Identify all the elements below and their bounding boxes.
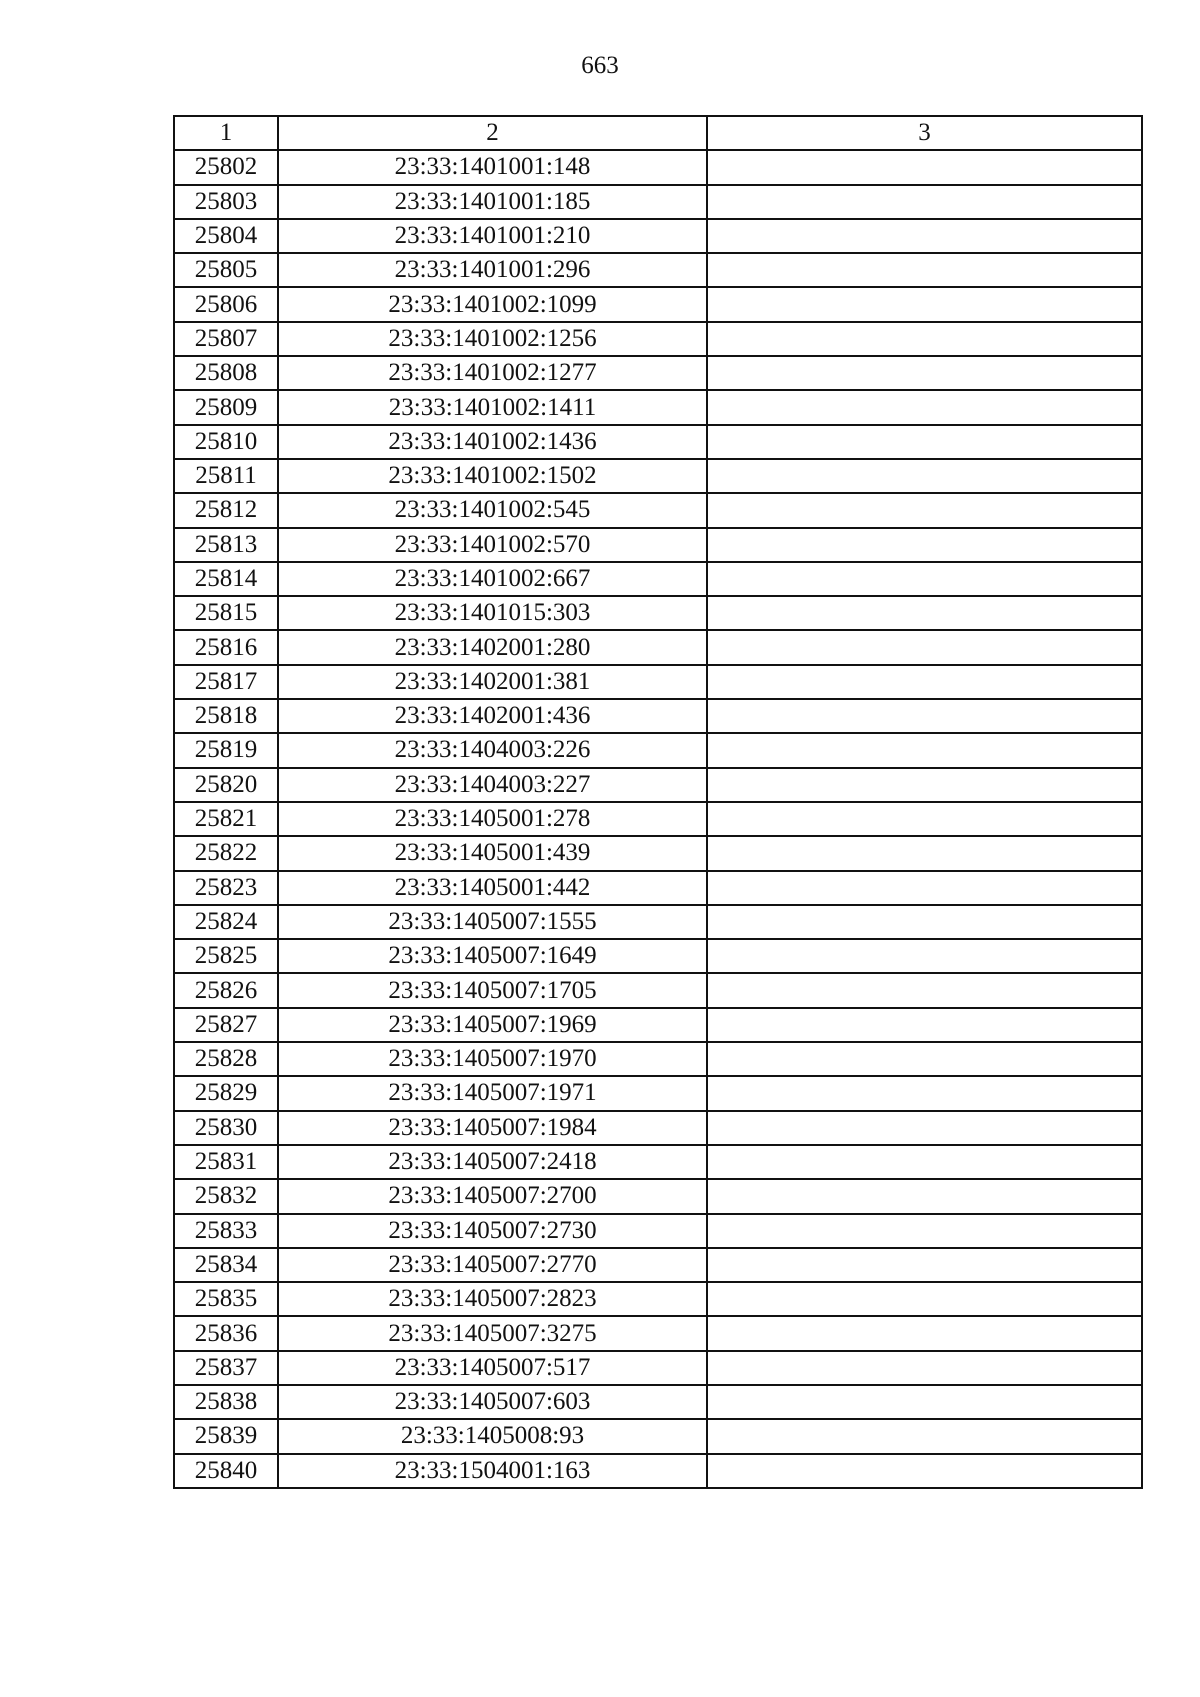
table-cell-col-3 xyxy=(707,459,1142,493)
table-cell-col-3 xyxy=(707,493,1142,527)
table-row xyxy=(174,493,1142,527)
table-row xyxy=(174,630,1142,664)
table-cell-col-1: 25808 xyxy=(174,356,278,390)
table-cell-col-2: 23:33:1405007:2730 xyxy=(278,1214,707,1248)
table-cell-col-3 xyxy=(707,356,1142,390)
table-cell-col-2: 23:33:1405007:603 xyxy=(278,1385,707,1419)
table-cell-col-1: 25838 xyxy=(174,1385,278,1419)
table-cell-col-2: 23:33:1405007:1969 xyxy=(278,1008,707,1042)
table-cell-col-1: 25827 xyxy=(174,1008,278,1042)
table-row xyxy=(174,562,1142,596)
table-cell-col-2: 23:33:1401002:570 xyxy=(278,528,707,562)
table-row xyxy=(174,1214,1142,1248)
table-cell-col-3 xyxy=(707,768,1142,802)
table-cell-col-3 xyxy=(707,871,1142,905)
table-cell-col-1: 25812 xyxy=(174,493,278,527)
table-row xyxy=(174,1111,1142,1145)
table-cell-col-3 xyxy=(707,1351,1142,1385)
table-cell-col-3 xyxy=(707,287,1142,321)
table-cell-col-2: 23:33:1405007:2770 xyxy=(278,1248,707,1282)
table-row xyxy=(174,1454,1142,1488)
table-cell-col-2: 23:33:1401001:185 xyxy=(278,185,707,219)
table-cell-col-3 xyxy=(707,150,1142,184)
table-row xyxy=(174,150,1142,184)
table-row xyxy=(174,596,1142,630)
table-cell-col-2: 23:33:1405007:1984 xyxy=(278,1111,707,1145)
table-cell-col-2: 23:33:1405007:1555 xyxy=(278,905,707,939)
table-cell-col-1: 25802 xyxy=(174,150,278,184)
table-cell-col-3 xyxy=(707,630,1142,664)
table-cell-col-1: 25840 xyxy=(174,1454,278,1488)
table-cell-col-3 xyxy=(707,905,1142,939)
table-cell-col-3 xyxy=(707,596,1142,630)
table-cell-col-1: 25821 xyxy=(174,802,278,836)
table-cell-col-3 xyxy=(707,253,1142,287)
table-cell-col-2: 23:33:1405007:517 xyxy=(278,1351,707,1385)
table-cell-col-3 xyxy=(707,1316,1142,1350)
table-cell-col-3 xyxy=(707,665,1142,699)
table-cell-col-2: 23:33:1405007:3275 xyxy=(278,1316,707,1350)
table-row xyxy=(174,768,1142,802)
table-cell-col-1: 25816 xyxy=(174,630,278,664)
table-cell-col-1: 25830 xyxy=(174,1111,278,1145)
table-cell-col-3 xyxy=(707,1145,1142,1179)
table-cell-col-3 xyxy=(707,1008,1142,1042)
table-cell-col-2: 23:33:1404003:226 xyxy=(278,733,707,767)
table-cell-col-1: 25837 xyxy=(174,1351,278,1385)
table-cell-col-2: 23:33:1402001:280 xyxy=(278,630,707,664)
table-cell-col-2: 23:33:1405007:2418 xyxy=(278,1145,707,1179)
table-cell-col-3 xyxy=(707,802,1142,836)
table-row xyxy=(174,390,1142,424)
table-cell-col-2: 23:33:1401002:1256 xyxy=(278,322,707,356)
table-cell-col-1: 25828 xyxy=(174,1042,278,1076)
table-cell-col-3 xyxy=(707,390,1142,424)
table-cell-col-2: 23:33:1405007:2700 xyxy=(278,1179,707,1213)
table-cell-col-3 xyxy=(707,973,1142,1007)
table-row xyxy=(174,356,1142,390)
table-cell-col-1: 25832 xyxy=(174,1179,278,1213)
table-cell-col-2: 23:33:1405007:1649 xyxy=(278,939,707,973)
table-row xyxy=(174,1008,1142,1042)
table-cell-col-1: 25813 xyxy=(174,528,278,562)
table-cell-col-2: 23:33:1401002:667 xyxy=(278,562,707,596)
table-cell-col-2: 23:33:1405007:2823 xyxy=(278,1282,707,1316)
table-row xyxy=(174,185,1142,219)
table-cell-col-2: 23:33:1405007:1705 xyxy=(278,973,707,1007)
table-cell-col-1: 25839 xyxy=(174,1419,278,1453)
table-cell-col-2: 23:33:1401001:148 xyxy=(278,150,707,184)
table-row xyxy=(174,528,1142,562)
table-row xyxy=(174,287,1142,321)
table-cell-col-2: 23:33:1401002:1502 xyxy=(278,459,707,493)
table-cell-col-2: 23:33:1401002:1277 xyxy=(278,356,707,390)
table-cell-col-1: 25819 xyxy=(174,733,278,767)
table-cell-col-3 xyxy=(707,1111,1142,1145)
table-row xyxy=(174,665,1142,699)
table-row xyxy=(174,425,1142,459)
table-row xyxy=(174,1282,1142,1316)
table-body xyxy=(174,150,1142,1488)
table-cell-col-1: 25836 xyxy=(174,1316,278,1350)
table-cell-col-1: 25835 xyxy=(174,1282,278,1316)
table-cell-col-2: 23:33:1405001:278 xyxy=(278,802,707,836)
table-row xyxy=(174,253,1142,287)
page-number: 663 xyxy=(581,52,619,79)
header-cell-col-2: 2 xyxy=(278,116,707,150)
table-cell-col-2: 23:33:1401001:296 xyxy=(278,253,707,287)
table-header xyxy=(174,116,1142,150)
table-cell-col-1: 25806 xyxy=(174,287,278,321)
table-cell-col-1: 25817 xyxy=(174,665,278,699)
table-cell-col-2: 23:33:1401015:303 xyxy=(278,596,707,630)
table-cell-col-1: 25805 xyxy=(174,253,278,287)
table-cell-col-1: 25831 xyxy=(174,1145,278,1179)
table-cell-col-1: 25833 xyxy=(174,1214,278,1248)
table-row xyxy=(174,973,1142,1007)
header-cell-col-1: 1 xyxy=(174,116,278,150)
table-row xyxy=(174,939,1142,973)
table-cell-col-1: 25807 xyxy=(174,322,278,356)
table-cell-col-2: 23:33:1405007:1971 xyxy=(278,1076,707,1110)
table-row xyxy=(174,1076,1142,1110)
table-cell-col-1: 25820 xyxy=(174,768,278,802)
table-cell-col-3 xyxy=(707,939,1142,973)
table-cell-col-1: 25810 xyxy=(174,425,278,459)
table-cell-col-3 xyxy=(707,836,1142,870)
table-row xyxy=(174,1419,1142,1453)
table-cell-col-3 xyxy=(707,699,1142,733)
table-cell-col-3 xyxy=(707,1419,1142,1453)
table-cell-col-3 xyxy=(707,185,1142,219)
table-cell-col-3 xyxy=(707,1042,1142,1076)
table-row xyxy=(174,1179,1142,1213)
table-cell-col-1: 25822 xyxy=(174,836,278,870)
table-cell-col-1: 25826 xyxy=(174,973,278,1007)
table-row xyxy=(174,322,1142,356)
table-cell-col-2: 23:33:1405001:442 xyxy=(278,871,707,905)
table-row xyxy=(174,1385,1142,1419)
table-cell-col-1: 25834 xyxy=(174,1248,278,1282)
table-cell-col-1: 25803 xyxy=(174,185,278,219)
table-cell-col-3 xyxy=(707,1214,1142,1248)
table-cell-col-2: 23:33:1405001:439 xyxy=(278,836,707,870)
table-cell-col-2: 23:33:1401001:210 xyxy=(278,219,707,253)
table-cell-col-1: 25811 xyxy=(174,459,278,493)
table-row xyxy=(174,1248,1142,1282)
table-cell-col-3 xyxy=(707,1248,1142,1282)
table-row xyxy=(174,1316,1142,1350)
table-row xyxy=(174,1042,1142,1076)
table-row xyxy=(174,871,1142,905)
table-row xyxy=(174,836,1142,870)
table-row xyxy=(174,1351,1142,1385)
table-cell-col-1: 25823 xyxy=(174,871,278,905)
table-cell-col-2: 23:33:1402001:436 xyxy=(278,699,707,733)
table-cell-col-3 xyxy=(707,1454,1142,1488)
table-row xyxy=(174,699,1142,733)
table-cell-col-1: 25829 xyxy=(174,1076,278,1110)
table-cell-col-2: 23:33:1405008:93 xyxy=(278,1419,707,1453)
header-row xyxy=(174,116,1142,150)
table-cell-col-2: 23:33:1504001:163 xyxy=(278,1454,707,1488)
table-row xyxy=(174,733,1142,767)
data-table xyxy=(173,115,1143,1489)
table-cell-col-3 xyxy=(707,733,1142,767)
table-cell-col-2: 23:33:1401002:545 xyxy=(278,493,707,527)
table-cell-col-1: 25809 xyxy=(174,390,278,424)
table-cell-col-3 xyxy=(707,1385,1142,1419)
table-cell-col-1: 25804 xyxy=(174,219,278,253)
table-cell-col-3 xyxy=(707,322,1142,356)
table-cell-col-1: 25818 xyxy=(174,699,278,733)
header-cell-col-3: 3 xyxy=(707,116,1142,150)
table-row xyxy=(174,802,1142,836)
table-cell-col-2: 23:33:1401002:1099 xyxy=(278,287,707,321)
table-row xyxy=(174,905,1142,939)
table-cell-col-3 xyxy=(707,528,1142,562)
table-cell-col-2: 23:33:1402001:381 xyxy=(278,665,707,699)
table-cell-col-2: 23:33:1404003:227 xyxy=(278,768,707,802)
table-row xyxy=(174,219,1142,253)
table-cell-col-2: 23:33:1401002:1411 xyxy=(278,390,707,424)
table-cell-col-3 xyxy=(707,1076,1142,1110)
table-cell-col-3 xyxy=(707,425,1142,459)
table-cell-col-3 xyxy=(707,562,1142,596)
table-cell-col-3 xyxy=(707,1282,1142,1316)
table-cell-col-1: 25824 xyxy=(174,905,278,939)
table-cell-col-2: 23:33:1401002:1436 xyxy=(278,425,707,459)
table-cell-col-3 xyxy=(707,219,1142,253)
table-cell-col-2: 23:33:1405007:1970 xyxy=(278,1042,707,1076)
table-cell-col-1: 25814 xyxy=(174,562,278,596)
table-row xyxy=(174,459,1142,493)
table-cell-col-1: 25815 xyxy=(174,596,278,630)
table-row xyxy=(174,1145,1142,1179)
table-cell-col-3 xyxy=(707,1179,1142,1213)
table-cell-col-1: 25825 xyxy=(174,939,278,973)
